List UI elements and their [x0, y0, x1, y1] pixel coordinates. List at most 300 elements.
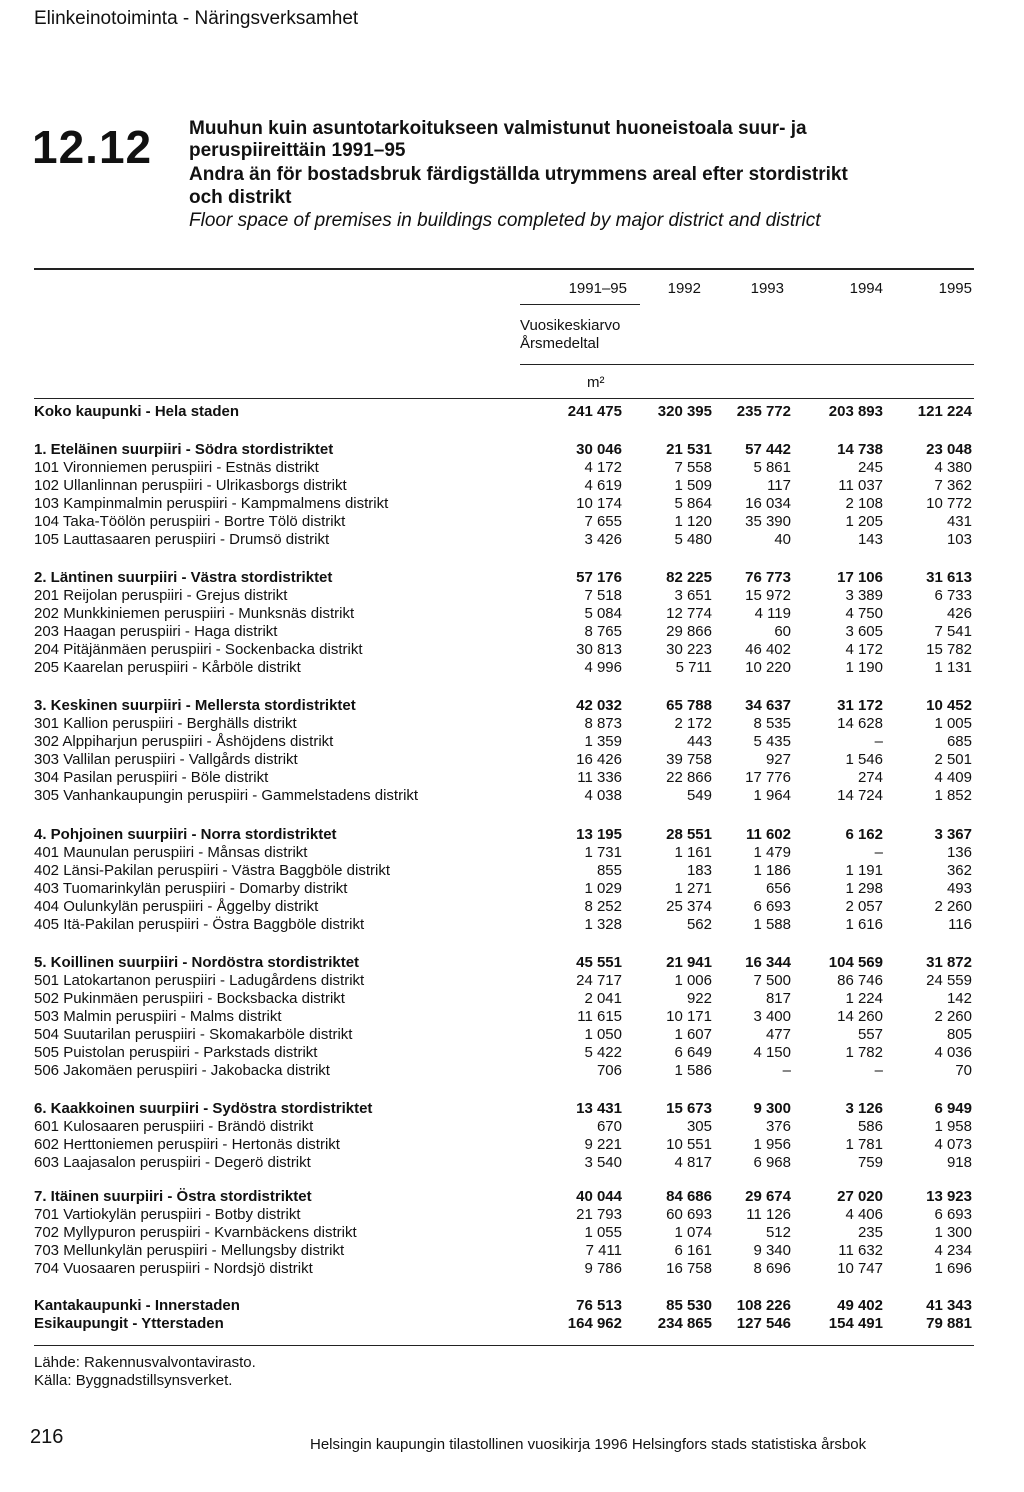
summary-row — [0, 1188, 1024, 1206]
cell-1993: 512 — [765, 1224, 791, 1241]
cell-1992: 1 074 — [674, 1224, 712, 1241]
cell-1991–95: 21 793 — [576, 1206, 622, 1223]
cell-1994: 4 750 — [845, 605, 883, 622]
cell-1992: 5 711 — [675, 659, 712, 676]
cell-1994: 1 782 — [845, 1044, 883, 1061]
cell-1995: 2 260 — [934, 1008, 972, 1025]
table-row — [0, 1044, 1024, 1062]
col-header-1995: 1995 — [938, 280, 972, 297]
cell-1995: 6 693 — [934, 1206, 972, 1223]
cell-1993: 4 150 — [753, 1044, 791, 1061]
cell-1994: 3 389 — [845, 587, 883, 604]
cell-1993: 29 674 — [745, 1188, 791, 1205]
cell-1994: 27 020 — [837, 1188, 883, 1205]
cell-1993: 57 442 — [745, 441, 791, 458]
row-label: 6. Kaakkoinen suurpiiri - Sydöstra stordistriktet — [34, 1100, 373, 1117]
source-fi: Lähde: Rakennusvalvontavirasto. — [34, 1354, 256, 1371]
cell-1993: 1 479 — [753, 844, 791, 861]
cell-1992: 1 509 — [674, 477, 712, 494]
cell-1995: 2 501 — [934, 751, 972, 768]
table-row — [0, 641, 1024, 659]
cell-1992: 60 693 — [666, 1206, 712, 1223]
table-row — [0, 751, 1024, 769]
cell-1993: 817 — [765, 990, 791, 1007]
table-number: 12.12 — [32, 121, 153, 173]
table-row — [0, 844, 1024, 862]
cell-1995: 1 852 — [934, 787, 972, 804]
row-label: 601 Kulosaaren peruspiiri - Brändö distrikt — [34, 1118, 314, 1135]
cell-1993: 16 034 — [745, 495, 791, 512]
cell-1991–95: 4 996 — [584, 659, 622, 676]
cell-1992: 6 161 — [674, 1242, 712, 1259]
cell-1995: 103 — [946, 531, 972, 548]
cell-1992: 82 225 — [666, 569, 712, 586]
table-row — [0, 1154, 1024, 1172]
cell-1992: 1 161 — [674, 844, 712, 861]
cell-1992: 29 866 — [666, 623, 712, 640]
row-label: 3. Keskinen suurpiiri - Mellersta stordistriktet — [34, 697, 356, 714]
cell-1995: 4 234 — [934, 1242, 972, 1259]
cell-1995: 1 131 — [934, 659, 972, 676]
cell-1992: 5 480 — [674, 531, 712, 548]
row-label: 204 Pitäjänmäen peruspiiri - Sockenbacka distrikt — [34, 641, 363, 658]
cell-1994: 1 190 — [845, 659, 883, 676]
cell-1993: 9 340 — [753, 1242, 791, 1259]
cell-1992: 65 788 — [666, 697, 712, 714]
cell-1991–95: 30 046 — [576, 441, 622, 458]
cell-1994: 1 546 — [845, 751, 883, 768]
summary-row — [0, 403, 1024, 421]
cell-1994: 274 — [857, 769, 883, 786]
cell-1994: 245 — [857, 459, 883, 476]
cell-1994: 49 402 — [837, 1297, 883, 1314]
cell-1991–95: 1 328 — [584, 916, 622, 933]
page-number: 216 — [30, 1426, 64, 1448]
table-row — [0, 459, 1024, 477]
cell-1995: 685 — [946, 733, 972, 750]
running-head: Elinkeinotoiminta - Näringsverksamhet — [34, 8, 359, 29]
cell-1992: 28 551 — [666, 826, 712, 843]
row-label: 203 Haagan peruspiiri - Haga distrikt — [34, 623, 278, 640]
row-label: 1. Eteläinen suurpiiri - Södra stordistriktet — [34, 441, 334, 458]
cell-1992: 922 — [686, 990, 712, 1007]
cell-1992: 12 774 — [666, 605, 712, 622]
source-sv: Källa: Byggnadstillsynsverket. — [34, 1372, 233, 1389]
running-foot: Helsingin kaupungin tilastollinen vuosikirja 1996 Helsingfors stads statistiska årsbok — [310, 1436, 867, 1453]
cell-1994: – — [874, 1062, 883, 1079]
cell-1993: 40 — [774, 531, 791, 548]
cell-1994: 3 126 — [845, 1100, 883, 1117]
cell-1994: 17 106 — [837, 569, 883, 586]
cell-1992: 443 — [686, 733, 712, 750]
unit-rule — [520, 364, 974, 365]
cell-1992: 21 531 — [666, 441, 712, 458]
cell-1994: 1 224 — [845, 990, 883, 1007]
cell-1991–95: 3 426 — [584, 531, 622, 548]
table-row — [0, 495, 1024, 513]
table-row — [0, 769, 1024, 787]
cell-1994: 6 162 — [845, 826, 883, 843]
cell-1993: 108 226 — [736, 1297, 791, 1314]
cell-1992: 1 120 — [674, 513, 712, 530]
cell-1994: 11 037 — [838, 477, 883, 494]
cell-1994: 1 781 — [845, 1136, 883, 1153]
avg-header-rule — [520, 304, 640, 305]
cell-1994: 4 406 — [845, 1206, 883, 1223]
cell-1991–95: 40 044 — [576, 1188, 622, 1205]
cell-1995: 1 696 — [934, 1260, 972, 1277]
table-row — [0, 659, 1024, 677]
cell-1993: 16 344 — [745, 954, 791, 971]
cell-1994: 203 893 — [828, 403, 883, 420]
cell-1992: 3 651 — [674, 587, 712, 604]
cell-1993: 6 968 — [753, 1154, 791, 1171]
table-row — [0, 587, 1024, 605]
cell-1992: 1 006 — [674, 972, 712, 989]
cell-1995: 13 923 — [926, 1188, 972, 1205]
row-label: 505 Puistolan peruspiiri - Parkstads distrikt — [34, 1044, 318, 1061]
row-label: Kantakaupunki - Innerstaden — [34, 1297, 240, 1314]
cell-1994: 586 — [857, 1118, 883, 1135]
summary-row — [0, 826, 1024, 844]
cell-1994: 10 747 — [837, 1260, 883, 1277]
cell-1991–95: 8 252 — [584, 898, 622, 915]
title-en: Floor space of premises in buildings completed by major district and district — [189, 210, 821, 231]
cell-1993: 127 546 — [736, 1315, 791, 1332]
table-row — [0, 972, 1024, 990]
cell-1992: 21 941 — [666, 954, 712, 971]
cell-1991–95: 241 475 — [567, 403, 622, 420]
table-row — [0, 605, 1024, 623]
cell-1993: 76 773 — [745, 569, 791, 586]
row-label: 404 Oulunkylän peruspiiri - Åggelby distrikt — [34, 898, 319, 915]
row-label: 2. Läntinen suurpiiri - Västra stordistriktet — [34, 569, 333, 586]
cell-1994: 14 260 — [837, 1008, 883, 1025]
table-row — [0, 1026, 1024, 1044]
row-label: 704 Vuosaaren peruspiiri - Nordsjö distrikt — [34, 1260, 313, 1277]
cell-1993: 35 390 — [745, 513, 791, 530]
cell-1994: 2 108 — [845, 495, 883, 512]
cell-1992: 549 — [686, 787, 712, 804]
cell-1992: 10 551 — [666, 1136, 712, 1153]
cell-1992: 562 — [686, 916, 712, 933]
cell-1991–95: 9 221 — [584, 1136, 622, 1153]
cell-1994: 557 — [857, 1026, 883, 1043]
cell-1991–95: 42 032 — [576, 697, 622, 714]
cell-1995: 426 — [946, 605, 972, 622]
row-label: 202 Munkkiniemen peruspiiri - Munksnäs distrikt — [34, 605, 355, 622]
cell-1995: 70 — [955, 1062, 972, 1079]
cell-1991–95: 45 551 — [576, 954, 622, 971]
cell-1991–95: 5 084 — [584, 605, 622, 622]
cell-1992: 25 374 — [666, 898, 712, 915]
cell-1994: – — [874, 733, 883, 750]
row-label: 504 Suutarilan peruspiiri - Skomakarböle distrikt — [34, 1026, 353, 1043]
row-label: 506 Jakomäen peruspiiri - Jakobacka distrikt — [34, 1062, 330, 1079]
row-label: 703 Mellunkylän peruspiiri - Mellungsby distrikt — [34, 1242, 345, 1259]
cell-1995: 4 409 — [934, 769, 972, 786]
row-label: 105 Lauttasaaren peruspiiri - Drumsö distrikt — [34, 531, 330, 548]
cell-1991–95: 8 873 — [584, 715, 622, 732]
cell-1991–95: 1 055 — [584, 1224, 622, 1241]
table-row — [0, 1224, 1024, 1242]
row-label: 302 Alppiharjun peruspiiri - Åshöjdens distrikt — [34, 733, 334, 750]
row-label: 503 Malmin peruspiiri - Malms distrikt — [34, 1008, 282, 1025]
row-label: 101 Vironniemen peruspiiri - Estnäs distrikt — [34, 459, 319, 476]
cell-1995: 116 — [948, 916, 972, 933]
cell-1993: 46 402 — [745, 641, 791, 658]
cell-1991–95: 24 717 — [576, 972, 622, 989]
cell-1991–95: 13 431 — [576, 1100, 622, 1117]
cell-1994: 154 491 — [828, 1315, 883, 1332]
cell-1995: 15 782 — [926, 641, 972, 658]
cell-1992: 22 866 — [666, 769, 712, 786]
avg-header-fi: Vuosikeskiarvo — [520, 317, 621, 334]
row-label: Koko kaupunki - Hela staden — [34, 403, 240, 420]
cell-1993: 1 186 — [753, 862, 791, 879]
cell-1995: 6 733 — [934, 587, 972, 604]
title-sv-line2: och distrikt — [189, 187, 292, 208]
row-label: 305 Vanhankaupungin peruspiiri - Gammelstadens distrikt — [34, 787, 419, 804]
cell-1995: 918 — [946, 1154, 972, 1171]
cell-1993: 235 772 — [736, 403, 791, 420]
table-row — [0, 916, 1024, 934]
cell-1991–95: 10 174 — [576, 495, 622, 512]
row-label: 701 Vartiokylän peruspiiri - Botby distrikt — [34, 1206, 301, 1223]
row-label: 103 Kampinmalmin peruspiiri - Kampmalmens distrikt — [34, 495, 389, 512]
row-label: 102 Ullanlinnan peruspiiri - Ulrikasborgs distrikt — [34, 477, 347, 494]
row-label: 405 Itä-Pakilan peruspiiri - Östra Baggböle distrikt — [34, 916, 365, 933]
cell-1992: 320 395 — [657, 403, 712, 420]
cell-1993: 11 126 — [746, 1206, 791, 1223]
row-label: 501 Latokartanon peruspiiri - Ladugårdens distrikt — [34, 972, 365, 989]
cell-1993: 6 693 — [753, 898, 791, 915]
table-row — [0, 990, 1024, 1008]
col-header-1993: 1993 — [750, 280, 784, 297]
table-row — [0, 1118, 1024, 1136]
cell-1992: 16 758 — [666, 1260, 712, 1277]
table-row — [0, 733, 1024, 751]
cell-1993: 117 — [767, 477, 791, 494]
table-row — [0, 531, 1024, 549]
cell-1992: 2 172 — [674, 715, 712, 732]
cell-1993: 1 956 — [753, 1136, 791, 1153]
cell-1994: 14 724 — [837, 787, 883, 804]
cell-1991–95: 4 038 — [584, 787, 622, 804]
cell-1994: 31 172 — [837, 697, 883, 714]
cell-1992: 15 673 — [666, 1100, 712, 1117]
row-label: 702 Myllypuron peruspiiri - Kvarnbäckens distrikt — [34, 1224, 357, 1241]
cell-1994: 104 569 — [828, 954, 883, 971]
cell-1991–95: 4 172 — [584, 459, 622, 476]
cell-1991–95: 164 962 — [567, 1315, 622, 1332]
cell-1995: 805 — [946, 1026, 972, 1043]
summary-row — [0, 954, 1024, 972]
cell-1992: 234 865 — [657, 1315, 712, 1332]
table-row — [0, 513, 1024, 531]
cell-1992: 7 558 — [674, 459, 712, 476]
cell-1992: 5 864 — [674, 495, 712, 512]
cell-1991–95: 706 — [596, 1062, 622, 1079]
table-row — [0, 898, 1024, 916]
row-label: 402 Länsi-Pakilan peruspiiri - Västra Baggböle distrikt — [34, 862, 391, 879]
cell-1992: 39 758 — [666, 751, 712, 768]
cell-1995: 3 367 — [934, 826, 972, 843]
cell-1993: 477 — [765, 1026, 791, 1043]
cell-1995: 41 343 — [926, 1297, 972, 1314]
cell-1995: 4 380 — [934, 459, 972, 476]
avg-header-sv: Årsmedeltal — [520, 335, 600, 352]
cell-1995: 431 — [946, 513, 972, 530]
row-label: 304 Pasilan peruspiiri - Böle distrikt — [34, 769, 269, 786]
cell-1993: 11 602 — [745, 826, 791, 843]
table-row — [0, 1008, 1024, 1026]
cell-1995: 136 — [946, 844, 972, 861]
cell-1991–95: 2 041 — [584, 990, 622, 1007]
cell-1991–95: 9 786 — [584, 1260, 622, 1277]
cell-1995: 362 — [946, 862, 972, 879]
cell-1991–95: 5 422 — [584, 1044, 622, 1061]
cell-1995: 121 224 — [917, 403, 972, 420]
cell-1991–95: 7 518 — [584, 587, 622, 604]
table-row — [0, 1260, 1024, 1278]
cell-1995: 4 073 — [934, 1136, 972, 1153]
cell-1993: 1 964 — [753, 787, 791, 804]
table-row — [0, 1136, 1024, 1154]
cell-1995: 31 613 — [926, 569, 972, 586]
table-bottom-rule — [34, 1345, 974, 1346]
row-label: 5. Koillinen suurpiiri - Nordöstra stordistriktet — [34, 954, 360, 971]
table-row — [0, 1242, 1024, 1260]
cell-1992: 305 — [686, 1118, 712, 1135]
title-sv-line1: Andra än för bostadsbruk färdigställda utrymmens areal efter stordistrikt — [189, 164, 848, 185]
cell-1993: 927 — [765, 751, 791, 768]
table-row — [0, 477, 1024, 495]
cell-1992: 4 817 — [674, 1154, 712, 1171]
cell-1993: 376 — [765, 1118, 791, 1135]
cell-1991–95: 1 359 — [584, 733, 622, 750]
cell-1994: 2 057 — [845, 898, 883, 915]
cell-1995: 142 — [946, 990, 972, 1007]
summary-row — [0, 1315, 1024, 1333]
cell-1994: 1 616 — [845, 916, 883, 933]
table-row — [0, 862, 1024, 880]
table-row — [0, 1062, 1024, 1080]
cell-1994: 4 172 — [845, 641, 883, 658]
title-fi-line2: peruspiireittäin 1991–95 — [189, 140, 406, 161]
cell-1993: 60 — [774, 623, 791, 640]
cell-1995: 4 036 — [934, 1044, 972, 1061]
cell-1993: 3 400 — [753, 1008, 791, 1025]
unit-label: m² — [587, 374, 605, 391]
summary-row — [0, 569, 1024, 587]
cell-1993: 15 972 — [745, 587, 791, 604]
summary-row — [0, 1100, 1024, 1118]
table-row — [0, 715, 1024, 733]
cell-1991–95: 30 813 — [576, 641, 622, 658]
row-label: 401 Maunulan peruspiiri - Månsas distrikt — [34, 844, 308, 861]
header-bottom-rule — [34, 398, 974, 399]
cell-1991–95: 1 029 — [584, 880, 622, 897]
cell-1995: 7 362 — [934, 477, 972, 494]
cell-1993: 5 861 — [753, 459, 791, 476]
col-header-1994: 1994 — [849, 280, 883, 297]
cell-1992: 84 686 — [666, 1188, 712, 1205]
table-top-rule — [34, 268, 974, 270]
table-row — [0, 1206, 1024, 1224]
row-label: 602 Herttoniemen peruspiiri - Hertonäs distrikt — [34, 1136, 340, 1153]
col-header-1991-95: 1991–95 — [568, 280, 627, 297]
row-label: 201 Reijolan peruspiiri - Grejus distrikt — [34, 587, 288, 604]
cell-1991–95: 16 426 — [576, 751, 622, 768]
cell-1994: 14 738 — [837, 441, 883, 458]
title-fi-line1: Muuhun kuin asuntotarkoitukseen valmistunut huoneistoala suur- ja — [189, 118, 807, 139]
cell-1995: 31 872 — [926, 954, 972, 971]
cell-1995: 24 559 — [926, 972, 972, 989]
cell-1991–95: 1 731 — [584, 844, 622, 861]
cell-1995: 1 958 — [934, 1118, 972, 1135]
cell-1994: 235 — [857, 1224, 883, 1241]
table-row — [0, 880, 1024, 898]
cell-1994: 143 — [857, 531, 883, 548]
table-row — [0, 623, 1024, 641]
summary-row — [0, 441, 1024, 459]
cell-1992: 1 586 — [674, 1062, 712, 1079]
cell-1993: 5 435 — [753, 733, 791, 750]
cell-1993: 7 500 — [753, 972, 791, 989]
cell-1991–95: 7 655 — [584, 513, 622, 530]
col-header-1992: 1992 — [667, 280, 701, 297]
cell-1994: 14 628 — [837, 715, 883, 732]
cell-1995: 10 772 — [926, 495, 972, 512]
cell-1995: 1 005 — [934, 715, 972, 732]
cell-1993: 34 637 — [745, 697, 791, 714]
cell-1994: 3 605 — [845, 623, 883, 640]
cell-1994: 11 632 — [838, 1242, 883, 1259]
row-label: 4. Pohjoinen suurpiiri - Norra stordistriktet — [34, 826, 337, 843]
summary-row — [0, 1297, 1024, 1315]
cell-1995: 2 260 — [934, 898, 972, 915]
row-label: 205 Kaarelan peruspiiri - Kårböle distrikt — [34, 659, 301, 676]
cell-1991–95: 855 — [596, 862, 622, 879]
cell-1993: 1 588 — [753, 916, 791, 933]
cell-1992: 6 649 — [674, 1044, 712, 1061]
cell-1994: 86 746 — [837, 972, 883, 989]
cell-1995: 493 — [946, 880, 972, 897]
row-label: 403 Tuomarinkylän peruspiiri - Domarby distrikt — [34, 880, 348, 897]
cell-1991–95: 4 619 — [584, 477, 622, 494]
cell-1991–95: 8 765 — [584, 623, 622, 640]
cell-1991–95: 13 195 — [576, 826, 622, 843]
cell-1991–95: 670 — [596, 1118, 622, 1135]
table-row — [0, 787, 1024, 805]
cell-1994: – — [874, 844, 883, 861]
cell-1993: 9 300 — [753, 1100, 791, 1117]
cell-1994: 1 298 — [845, 880, 883, 897]
cell-1991–95: 11 336 — [577, 769, 622, 786]
row-label: 7. Itäinen suurpiiri - Östra stordistriktet — [34, 1188, 312, 1205]
cell-1992: 85 530 — [666, 1297, 712, 1314]
cell-1995: 1 300 — [934, 1224, 972, 1241]
row-label: 303 Vallilan peruspiiri - Vallgårds distrikt — [34, 751, 298, 768]
row-label: Esikaupungit - Ytterstaden — [34, 1315, 224, 1332]
cell-1993: 4 119 — [754, 605, 791, 622]
cell-1991–95: 57 176 — [576, 569, 622, 586]
row-label: 603 Laajasalon peruspiiri - Degerö distrikt — [34, 1154, 311, 1171]
summary-row — [0, 697, 1024, 715]
cell-1995: 79 881 — [926, 1315, 972, 1332]
cell-1992: 183 — [686, 862, 712, 879]
